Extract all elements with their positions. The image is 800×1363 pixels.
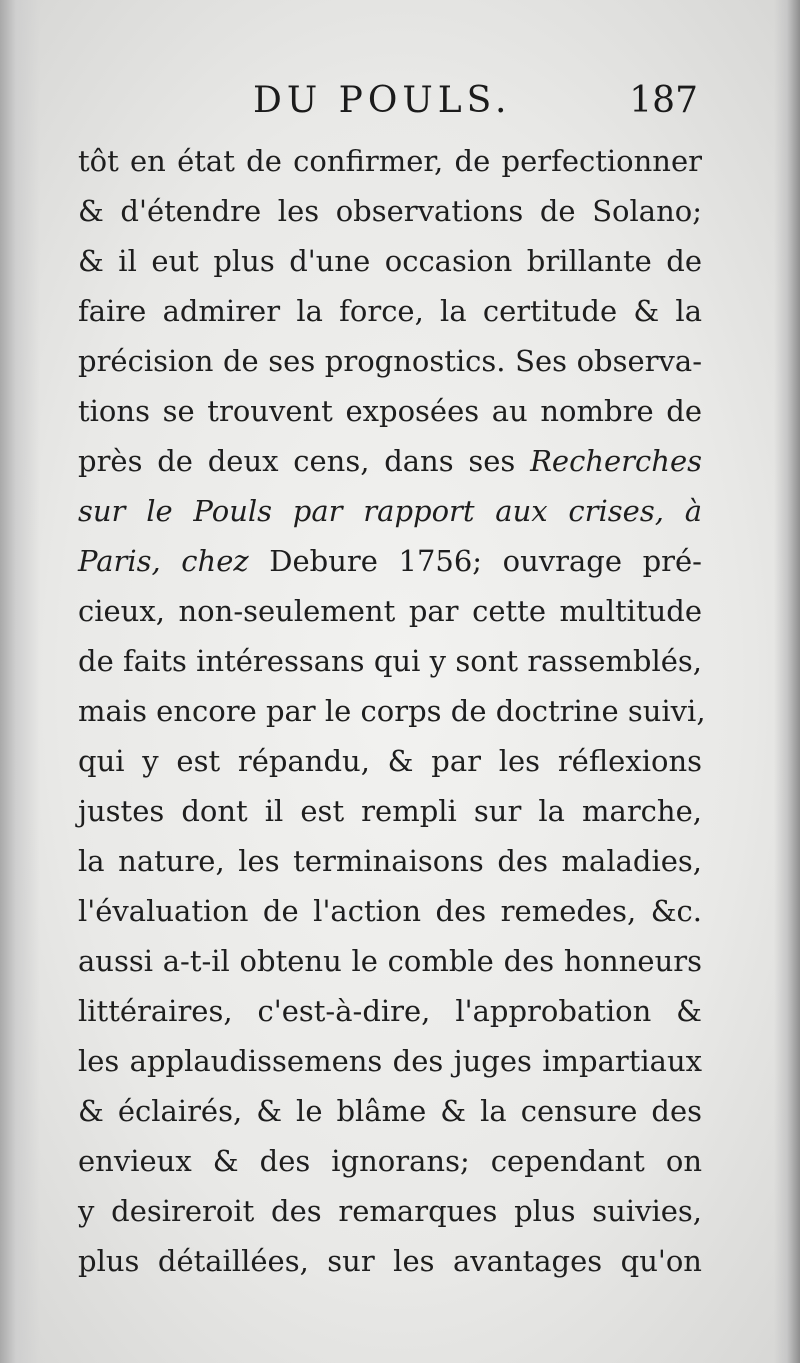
text-line-mixed: [78, 436, 702, 486]
text-line: tôt en état de confirmer, de perfectionner: [78, 144, 702, 178]
text-line-italic: sur le Pouls par rapport aux crises, à: [78, 494, 702, 528]
text-line: y desireroit des remarques plus suivies,: [78, 1194, 702, 1228]
page-header: [78, 80, 700, 126]
text-line: & il eut plus d'une occasion brillante de: [78, 244, 702, 278]
body-text: [78, 136, 706, 1286]
text-roman: près de deux cens, dans ses: [78, 444, 531, 478]
text-line: envieux & des ignorans; cependant on: [78, 1144, 702, 1178]
page-left-edge-shadow: [0, 0, 40, 1363]
text-line: aussi a-t-il obtenu le comble des honneurs: [78, 944, 702, 978]
page-number: 187: [629, 80, 698, 121]
text-line: cieux, non-seulement par cette multitude: [78, 594, 702, 628]
text-roman: Debure 1756; ouvrage pré-: [248, 544, 702, 578]
text-line: les applaudissemens des juges impartiaux: [78, 1044, 702, 1078]
text-line: justes dont il est rempli sur la marche,: [78, 794, 702, 828]
text-line: tions se trouvent exposées au nombre de: [78, 394, 702, 428]
text-line: plus détaillées, sur les avantages qu'on: [78, 1244, 702, 1278]
text-line: de faits intéressans qui y sont rassemblés,: [78, 644, 702, 678]
page-right-edge-shadow: [774, 0, 800, 1363]
text-line: & éclairés, & le blâme & la censure des: [78, 1094, 702, 1128]
text-line: mais encore par le corps de doctrine suivi,: [78, 694, 706, 728]
text-line: l'évaluation de l'action des remedes, &c.: [78, 894, 702, 928]
text-line: la nature, les terminaisons des maladies,: [78, 844, 702, 878]
book-title-italic: Recherches: [530, 444, 702, 478]
text-line: précision de ses prognostics. Ses observa-: [78, 344, 702, 378]
text-line-mixed: [78, 536, 702, 586]
text-line: & d'étendre les observations de Solano;: [78, 194, 702, 228]
text-line: littéraires, c'est-à-dire, l'approbation &: [78, 994, 702, 1028]
text-line: faire admirer la force, la certitude & la: [78, 294, 702, 328]
running-head: DU POULS.: [253, 80, 512, 121]
place-italic: Paris, chez: [78, 544, 249, 578]
text-line: qui y est répandu, & par les réflexions: [78, 744, 702, 778]
